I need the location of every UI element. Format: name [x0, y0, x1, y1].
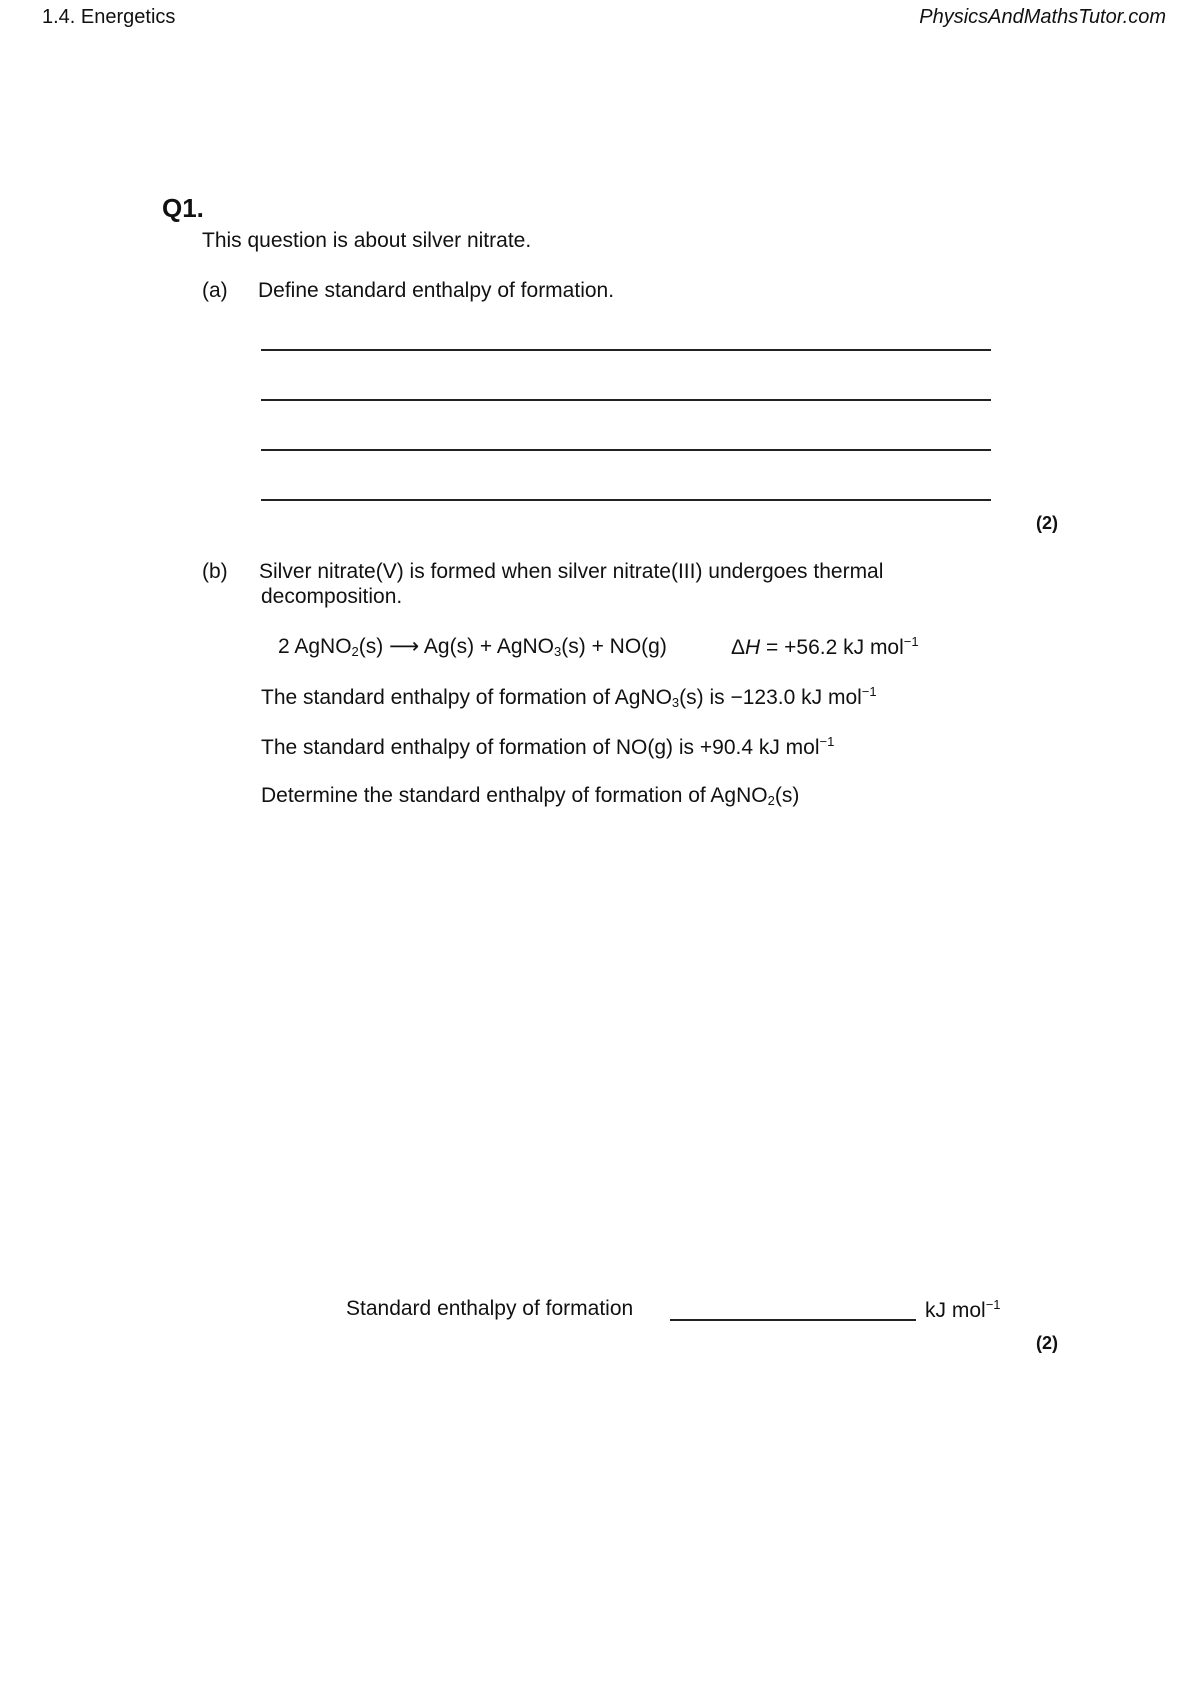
part-b-text-line1: Silver nitrate(V) is formed when silver nitrate(III) undergoes thermal	[259, 560, 884, 583]
answer-line-2[interactable]	[261, 399, 991, 401]
question-intro: This question is about silver nitrate.	[202, 229, 532, 252]
part-a-marks: (2)	[1036, 513, 1058, 533]
part-b-label: (b)	[202, 560, 228, 583]
fact-no-formation: The standard enthalpy of formation of NO(g) is +90.4 kJ mol$^{-1}$	[261, 734, 835, 759]
enthalpy-change: ΔH = +56.2 kJ mol$^{-1}$	[731, 634, 919, 659]
part-a-label: (a)	[202, 279, 228, 302]
source-header: PhysicsAndMathsTutor.com	[919, 6, 1166, 28]
part-b-marks: (2)	[1036, 1333, 1058, 1353]
topic-header: 1.4. Energetics	[42, 6, 176, 28]
answer-input-line[interactable]	[670, 1319, 916, 1321]
part-b-text-line2: decomposition.	[261, 585, 403, 608]
fact-agno3-formation: The standard enthalpy of formation of AgNO$_3$(s) is −123.0 kJ mol$^{-1}$	[261, 684, 877, 710]
part-a-text: Define standard enthalpy of formation.	[258, 279, 615, 302]
question-number: Q1.	[162, 193, 204, 223]
answer-line-4[interactable]	[261, 499, 991, 501]
answer-line-1[interactable]	[261, 349, 991, 351]
answer-label: Standard enthalpy of formation	[346, 1297, 634, 1320]
answer-unit: kJ mol$^{-1}$	[925, 1297, 1001, 1322]
answer-line-3[interactable]	[261, 449, 991, 451]
part-b-task: Determine the standard enthalpy of formation of AgNO$_2$(s)	[261, 784, 800, 808]
reaction-equation: 2 AgNO$_2$(s) ⟶ Ag(s) + AgNO$_3$(s) + NO(g)	[278, 635, 667, 659]
